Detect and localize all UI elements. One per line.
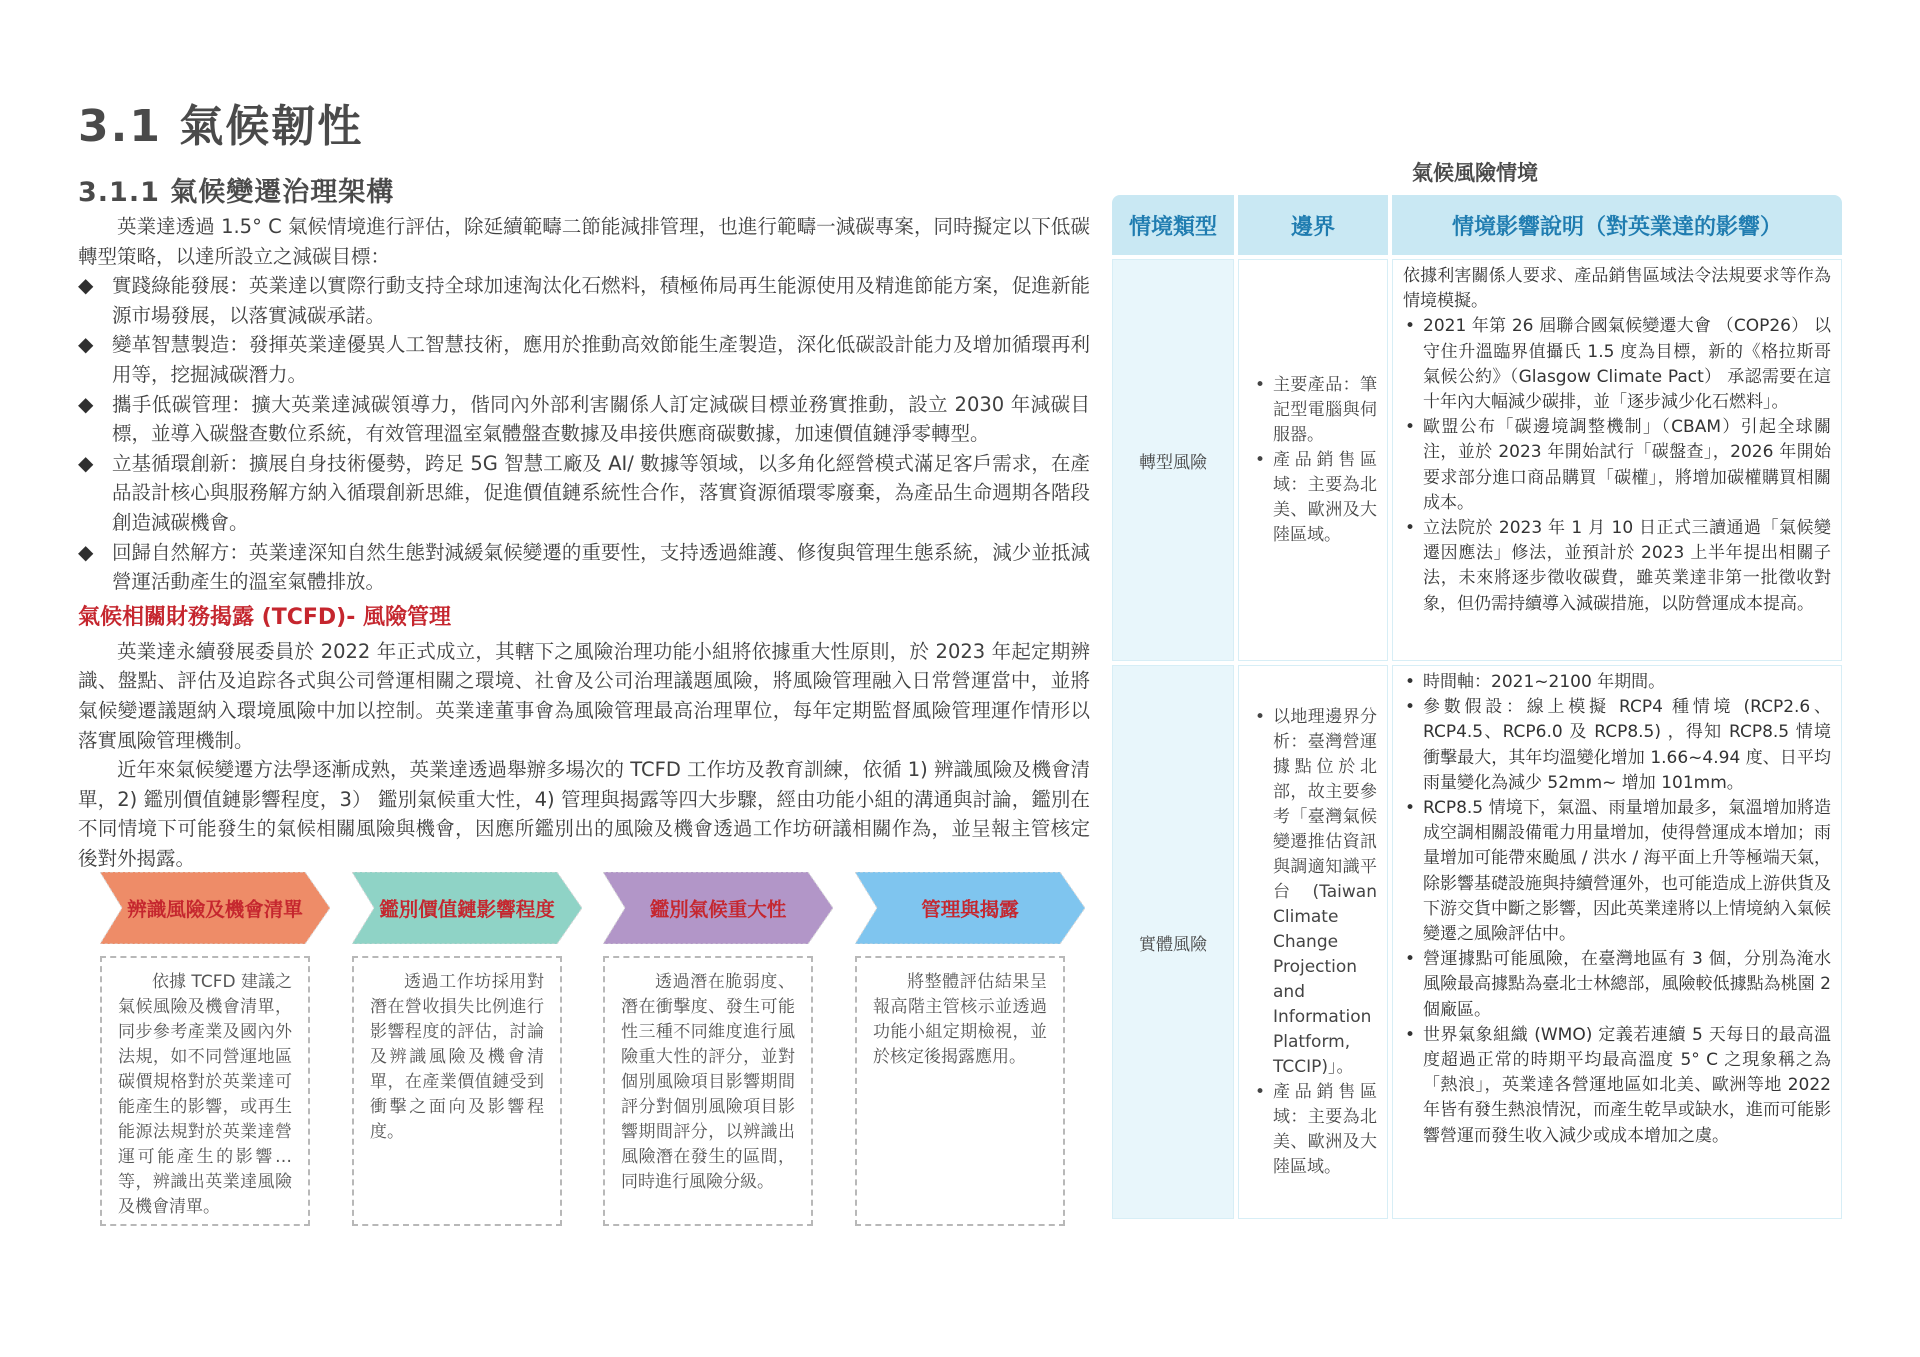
risk-type-label: 實體風險: [1139, 934, 1207, 955]
list-item: [78, 390, 1090, 449]
diamond-bullet-icon: ◆: [78, 273, 94, 298]
table-row-boundary: [1238, 259, 1388, 661]
impact-item: • 歐盟公布「碳邊境調整機制」（CBAM）引起全球關注，並於 2023 年開始試行「碳盤查」，2026 年開始要求部分進口商品購買「碳權」，將增加碳權購買相關成本。: [1403, 415, 1831, 516]
tcfd-paragraph-2: 近年來氣候變遷方法學逐漸成熟，英業達透過舉辦多場次的 TCFD 工作坊及教育訓練，依循 1) 辨識風險及機會清單，2) 鑑別價值鏈影響程度，3） 鑑別氣候重大性，4) 管理與揭露等四大步驟，經由功能小組的溝通與討論，鑑別在不同情境下可能發生的氣候相關風險與機會，因應所鑑別出的風險及機會透過工作坊研議相關作為，並呈報主管核定後對外揭露。: [78, 758, 1090, 870]
strategy-text: 變革智慧製造：發揮英業達優異人工智慧技術，應用於推動高效節能生產製造，深化低碳設計能力及增加循環再利用等，挖掘減碳潛力。: [112, 333, 1090, 386]
left-column: [78, 212, 1090, 873]
step-text: 透過工作坊採用對潛在營收損失比例進行影響程度的評估，討論及辨識風險及機會清單，在產業價值鏈受到衝擊之面向及影響程度。: [370, 972, 544, 1142]
step-label: 辨識風險及機會清單: [127, 898, 303, 921]
table-row-impact: [1392, 259, 1842, 661]
section-title: 3.1.1 氣候變遷治理架構: [78, 177, 395, 208]
impact-item: • 營運據點可能風險，在臺灣地區有 3 個，分別為淹水風險最高據點為臺北士林總部，風險較低據點為桃園 2 個廠區。: [1403, 947, 1831, 1023]
process-step-3: [603, 872, 833, 944]
step-text: 依據 TCFD 建議之氣候風險及機會清單，同步參考產業及國內外法規，如不同營運地區碳價規格對於英業達可能產生的影響，或再生能源法規對於英業達營運可能產生的影響…等，辨識出英業達風險及機會清單。: [118, 972, 292, 1217]
strategy-list: [78, 271, 1090, 597]
risk-type-label: 轉型風險: [1139, 452, 1207, 473]
list-item: [78, 449, 1090, 538]
step-description-3: [603, 956, 813, 1226]
boundary-item: • 產品銷售區域：主要為北美、歐洲及大陸區域。: [1253, 448, 1377, 548]
intro-paragraph: 英業達透過 1.5° C 氣候情境進行評估，除延續範疇二節能減排管理，也進行範疇一減碳專案，同時擬定以下低碳轉型策略，以達所設立之減碳目標：: [78, 215, 1090, 268]
tcfd-paragraph-1: 英業達永續發展委員於 2022 年正式成立，其轄下之風險治理功能小組將依據重大性原則，於 2023 年起定期辨識、盤點、評估及追踪各式與公司營運相關之環境、社會及公司治理議題風險，將風險管理融入日常營運當中，並將氣候變遷議題納入環境風險中加以控制。英業達董事會為風險管理最高治理單位，每年定期監督風險管理運作情形以落實風險管理機制。: [78, 639, 1090, 752]
tcfd-heading: 氣候相關財務揭露 (TCFD)- 風險管理: [78, 604, 452, 630]
table-row-type: [1112, 665, 1234, 1219]
list-item: [78, 271, 1090, 330]
process-step-2: [352, 872, 582, 944]
strategy-text: 立基循環創新：擴展自身技術優勢，跨足 5G 智慧工廠及 AI/ 數據等領域，以多角化經營模式滿足客戶需求，在產品設計核心與服務解方納入循環創新思維，促進價值鏈系統性合作，落實資源循環零廢棄，為產品生命週期各階段創造減碳機會。: [112, 451, 1090, 534]
strategy-text: 回歸自然解方：英業達深知自然生態對減緩氣候變遷的重要性，支持透過維護、修復與管理生態系統，減少並抵減營運活動產生的溫室氣體排放。: [112, 540, 1090, 594]
step-label: 鑑別氣候重大性: [649, 898, 787, 921]
boundary-item: • 產品銷售區域：主要為北美、歐洲及大陸區域。: [1253, 1080, 1377, 1180]
diamond-bullet-icon: ◆: [78, 539, 94, 564]
impact-item: • 世界氣象組織 (WMO) 定義若連續 5 天每日的最高溫度超過正常的時期平均最高溫度 5° C 之現象稱之為「熱浪」，英業達各營運地區如北美、歐洲等地 2022 年皆有發生熱浪情況，而產生乾旱或缺水，進而可能影響營運而發生收入減少或成本增加之虞。: [1403, 1023, 1831, 1149]
diamond-bullet-icon: ◆: [78, 332, 94, 357]
step-description-2: [352, 956, 562, 1226]
table-header-impact: 情境影響說明（對英業達的影響）: [1392, 195, 1842, 255]
table-row-type: [1112, 259, 1234, 661]
impact-item: • 2021 年第 26 屆聯合國氣候變遷大會 （COP26） 以守住升溫臨界值攝氏 1.5 度為目標，新的《格拉斯哥氣候公約》（Glasgow Climate Pact） 承認需要在這十年內大幅減少碳排，並「逐步減少化石燃料」。: [1403, 314, 1831, 415]
impact-item: • RCP8.5 情境下，氣溫、雨量增加最多，氣溫增加將造成空調相關設備電力用量增加，使得營運成本增加；雨量增加可能帶來颱風 / 洪水 / 海平面上升等極端天氣，除影響基礎設施與持續營運外，也可能造成上游供貨及下游交貨中斷之影響，因此英業達將以上情境納入氣候變遷之風險評估中。: [1403, 796, 1831, 947]
impact-item: • 參數假設：線上模擬 RCP4 種情境 (RCP2.6、RCP4.5、RCP6.0 及 RCP8.5) ，得知 RCP8.5 情境衝擊最大，其年均溫變化增加 1.66~4.94 度、日平均雨量變化為減少 52mm~ 增加 101mm。: [1403, 695, 1831, 796]
process-step-4: [855, 872, 1085, 944]
step-description-4: [855, 956, 1065, 1226]
strategy-text: 實踐綠能發展：英業達以實際行動支持全球加速淘汰化石燃料，積極佈局再生能源使用及精進節能方案，促進新能源市場發展，以落實減碳承諾。: [112, 274, 1090, 327]
step-text: 將整體評估結果呈報高階主管核示並透過功能小組定期檢視，並於核定後揭露應用。: [873, 972, 1047, 1067]
step-label: 管理與揭露: [921, 898, 1019, 921]
boundary-item: • 以地理邊界分析：臺灣營運據點位於北部，故主要參考「臺灣氣候變遷推估資訊與調適知識平台 (Taiwan Climate Change Projection and Information Platform, TCCIP)」。: [1253, 705, 1377, 1080]
impact-item: • 立法院於 2023 年 1 月 10 日正式三讀通過「氣候變遷因應法」修法，並預計於 2023 上半年提出相關子法，未來將逐步徵收碳費，雖英業達非第一批徵收對象，但仍需持續導入減碳措施，以防營運成本提高。: [1403, 516, 1831, 617]
table-caption: 氣候風險情境: [1412, 161, 1538, 185]
page-title: 3.1 氣候韌性: [78, 101, 364, 152]
impact-item: • 時間軸：2021~2100 年期間。: [1403, 670, 1831, 695]
table-header-type: 情境類型: [1112, 195, 1234, 255]
table-row-boundary: [1238, 665, 1388, 1219]
strategy-text: 攜手低碳管理：擴大英業達減碳領導力，偕同內外部利害關係人訂定減碳目標並務實推動，設立 2030 年減碳目標，並導入碳盤查數位系統，有效管理溫室氣體盤查數據及串接供應商碳數據，加速價值鏈淨零轉型。: [112, 392, 1090, 446]
diamond-bullet-icon: ◆: [78, 450, 94, 475]
process-step-1: [100, 872, 330, 944]
impact-intro: 依據利害關係人要求、產品銷售區域法令法規要求等作為情境模擬。: [1403, 266, 1831, 312]
table-header-boundary: 邊界: [1238, 195, 1388, 255]
list-item: [78, 330, 1090, 389]
table-row-impact: [1392, 665, 1842, 1219]
list-item: [78, 538, 1090, 597]
diamond-bullet-icon: ◆: [78, 391, 94, 416]
boundary-item: • 主要產品：筆記型電腦與伺服器。: [1253, 373, 1377, 448]
step-text: 透過潛在脆弱度、潛在衝擊度、發生可能性三種不同維度進行風險重大性的評分，並對個別風險項目影響期間評分對個別風險項目影響期間評分，以辨識出風險潛在發生的區間，同時進行風險分級。: [621, 972, 795, 1192]
step-description-1: [100, 956, 310, 1226]
step-label: 鑑別價值鏈影響程度: [379, 898, 555, 921]
